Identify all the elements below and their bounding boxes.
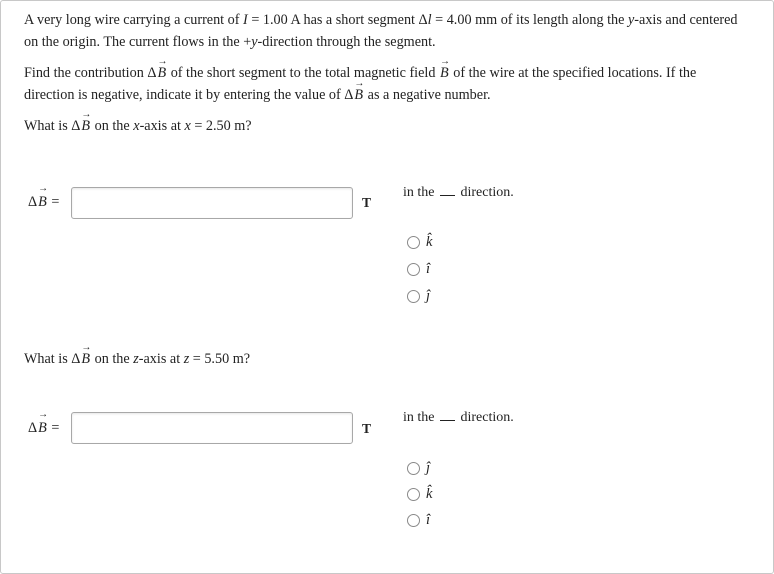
- radio-button[interactable]: [407, 514, 420, 527]
- option-label: î: [426, 511, 431, 528]
- question-2-direction-text: in the direction.: [403, 410, 514, 425]
- problem-intro: A very long wire carrying a current of I = 1.00 A has a short segment Δl = 4.00 mm of its length along the y-axis and centered on the origin. The current flows in the +y-direction through the segment.: [24, 12, 738, 50]
- option-label: k̂: [426, 233, 433, 250]
- question-1-option-j[interactable]: [407, 288, 430, 304]
- question-2-answer-input[interactable]: [71, 412, 353, 444]
- question-2-prompt: What is Δ→ B on the z-axis at z = 5.50 m?: [24, 348, 744, 370]
- question-2-option-k[interactable]: [407, 486, 432, 502]
- question-2-unit: T: [362, 421, 372, 436]
- option-label: k̂: [426, 485, 433, 502]
- question-1-option-k[interactable]: [407, 234, 432, 250]
- option-label: î: [426, 260, 431, 277]
- question-2-option-j[interactable]: [407, 460, 430, 476]
- radio-button[interactable]: [407, 488, 420, 501]
- question-1-option-i[interactable]: [407, 261, 430, 277]
- radio-button[interactable]: [407, 236, 420, 249]
- question-2-answer-label: Δ→ B =: [28, 420, 59, 437]
- option-label: ĵ: [426, 459, 431, 476]
- question-1-prompt: What is Δ→ B on the x-axis at x = 2.50 m?: [24, 115, 744, 137]
- radio-button[interactable]: [407, 462, 420, 475]
- question-1-direction-text: in the direction.: [403, 185, 514, 200]
- radio-button[interactable]: [407, 263, 420, 276]
- question-2-option-i[interactable]: [407, 512, 430, 528]
- question-1-answer-label: Δ→ B =: [28, 194, 59, 211]
- question-1-answer-input[interactable]: [71, 187, 353, 219]
- radio-button[interactable]: [407, 290, 420, 303]
- option-label: ĵ: [426, 287, 431, 304]
- question-1-unit: T: [362, 195, 372, 210]
- problem-instruction: Find the contribution Δ→ B of the short segment to the total magnetic field → B of the wire at the specified locations. If the direction is negative, indicate it by entering the value of Δ→ B as a negative number.: [24, 62, 744, 106]
